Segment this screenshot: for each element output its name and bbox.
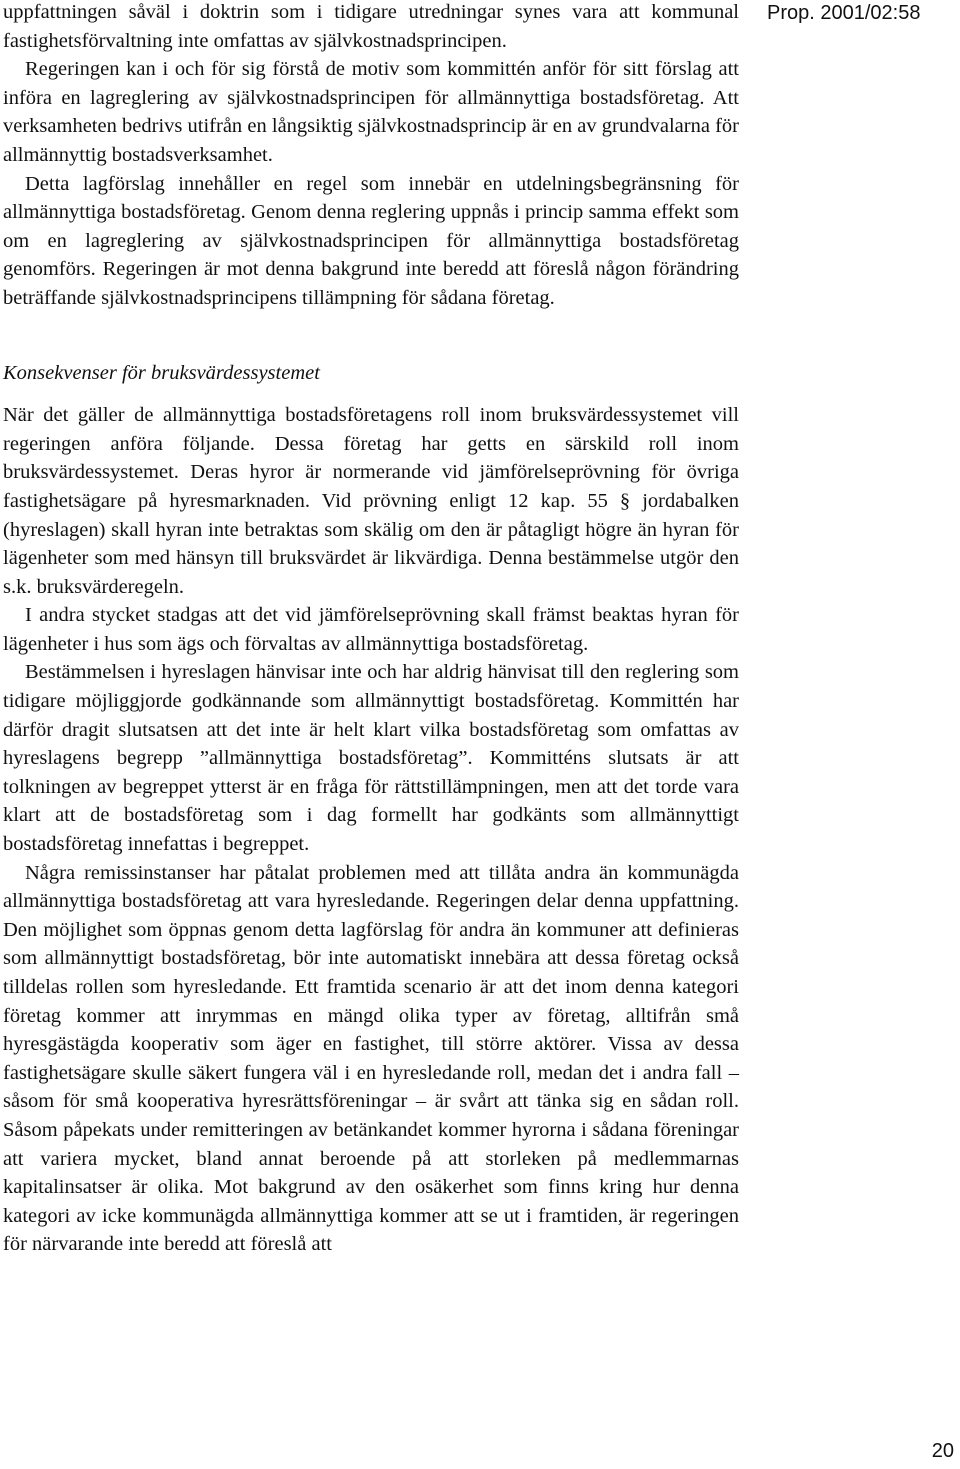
paragraph: Några remissinstanser har påtalat problemen med att tillåta andra än kommunägda allmännyttiga bostadsföretag att vara hyresledande. Regeringen delar denna uppfattning. Den möjlighet som öppnas genom detta lagförslag för andra än kommuner att definieras som allmännyttigt bostadsföretag, bör inte automatiskt innebära att dessa företag också tilldelas rollen som hyresledande. Ett framtida scenario är att det inom denna kategori företag kommer att inrymmas en mängd olika typer av företag, alltifrån små hyresgästägda kooperativ som äger en fastighet, till större aktörer. Vissa av dessa fastighetsägare skulle säkert fungera väl i en hyresledande roll, medan det i andra fall – såsom för små kooperativa hyresrättsföreningar – är svårt att tänka sig en sådan roll. Såsom påpekats under remitteringen av betänkandet kommer hyrorna i sådana föreningar att variera mycket, bland annat beroende på att storleken på medlemmarnas kapitalinsatser är olika. Mot bakgrund av den osäkerhet som finns kring hur denna kategori av icke kommunägda allmännyttiga kommer att se ut i framtiden, är regeringen för närvarande inte beredd att föreslå att (3, 861, 739, 1256)
running-head: Prop. 2001/02:58 (767, 2, 921, 24)
page-number: 20 (931, 1440, 954, 1462)
paragraph: Regeringen kan i och för sig förstå de motiv som kommittén anför för sitt förslag att införa en lagreglering av självkostnadsprincipen för allmännyttiga bostadsföretag. Att verksamheten bedrivs utifrån en långsiktig självkostnadsprincip är en av grundvalarna för allmännyttig bostadsverksamhet. (3, 58, 739, 166)
paragraph: I andra stycket stadgas att det vid jämförelseprövning skall främst beaktas hyran för lägenheter i hus som ägs och förvaltas av allmännyttiga bostadsföretag. (3, 604, 739, 655)
body-text (3, 0, 739, 1259)
paragraph: Bestämmelsen i hyreslagen hänvisar inte och har aldrig hänvisat till den reglering som tidigare möjliggjorde godkännande som allmännyttigt bostadsföretag. Kommittén har därför dragit slutsatsen att det inte är helt klart vilka bostadsföretag som omfattas av hyreslagens begrepp ”allmännyttiga bostadsföretag”. Kommitténs slutsats är att tolkningen av begreppet ytterst är en fråga för rättstillämpningen, men att det torde vara klart att de bostadsföretag som i dag formellt har godkänts som allmännyttigt bostadsföretag innefattas i begreppet. (3, 661, 739, 856)
section-heading: Konsekvenser för bruksvärdessystemet (3, 361, 320, 384)
paragraph-continuation: uppfattningen såväl i doktrin som i tidigare utredningar synes vara att kommunal fastighetsförvaltning inte omfattas av självkostnadsprincipen. (3, 1, 739, 52)
paragraph: Detta lagförslag innehåller en regel som innebär en utdelningsbegränsning för allmännyttiga bostadsföretag. Genom denna reglering uppnås i princip samma effekt som om en lagreglering av självkostnadsprincipen för allmännyttiga bostadsföretag genomförs. Regeringen är mot denna bakgrund inte beredd att föreslå någon förändring beträffande självkostnadsprincipens tillämpning för sådana företag. (3, 172, 739, 309)
paragraph: När det gäller de allmännyttiga bostadsföretagens roll inom bruksvärdessystemet vill regeringen anföra följande. Dessa företag har getts en särskild roll inom bruksvärdessystemet. Deras hyror är normerande vid jämförelseprövning för övriga fastighetsägare på hyresmarknaden. Vid prövning enligt 12 kap. 55 § jordabalken (hyreslagen) skall hyran inte betraktas som skälig om den är påtagligt högre än hyran för lägenheter som med hänsyn till bruksvärdet är likvärdiga. Denna bestämmelse utgör den s.k. bruksvärderegeln. (3, 404, 739, 598)
